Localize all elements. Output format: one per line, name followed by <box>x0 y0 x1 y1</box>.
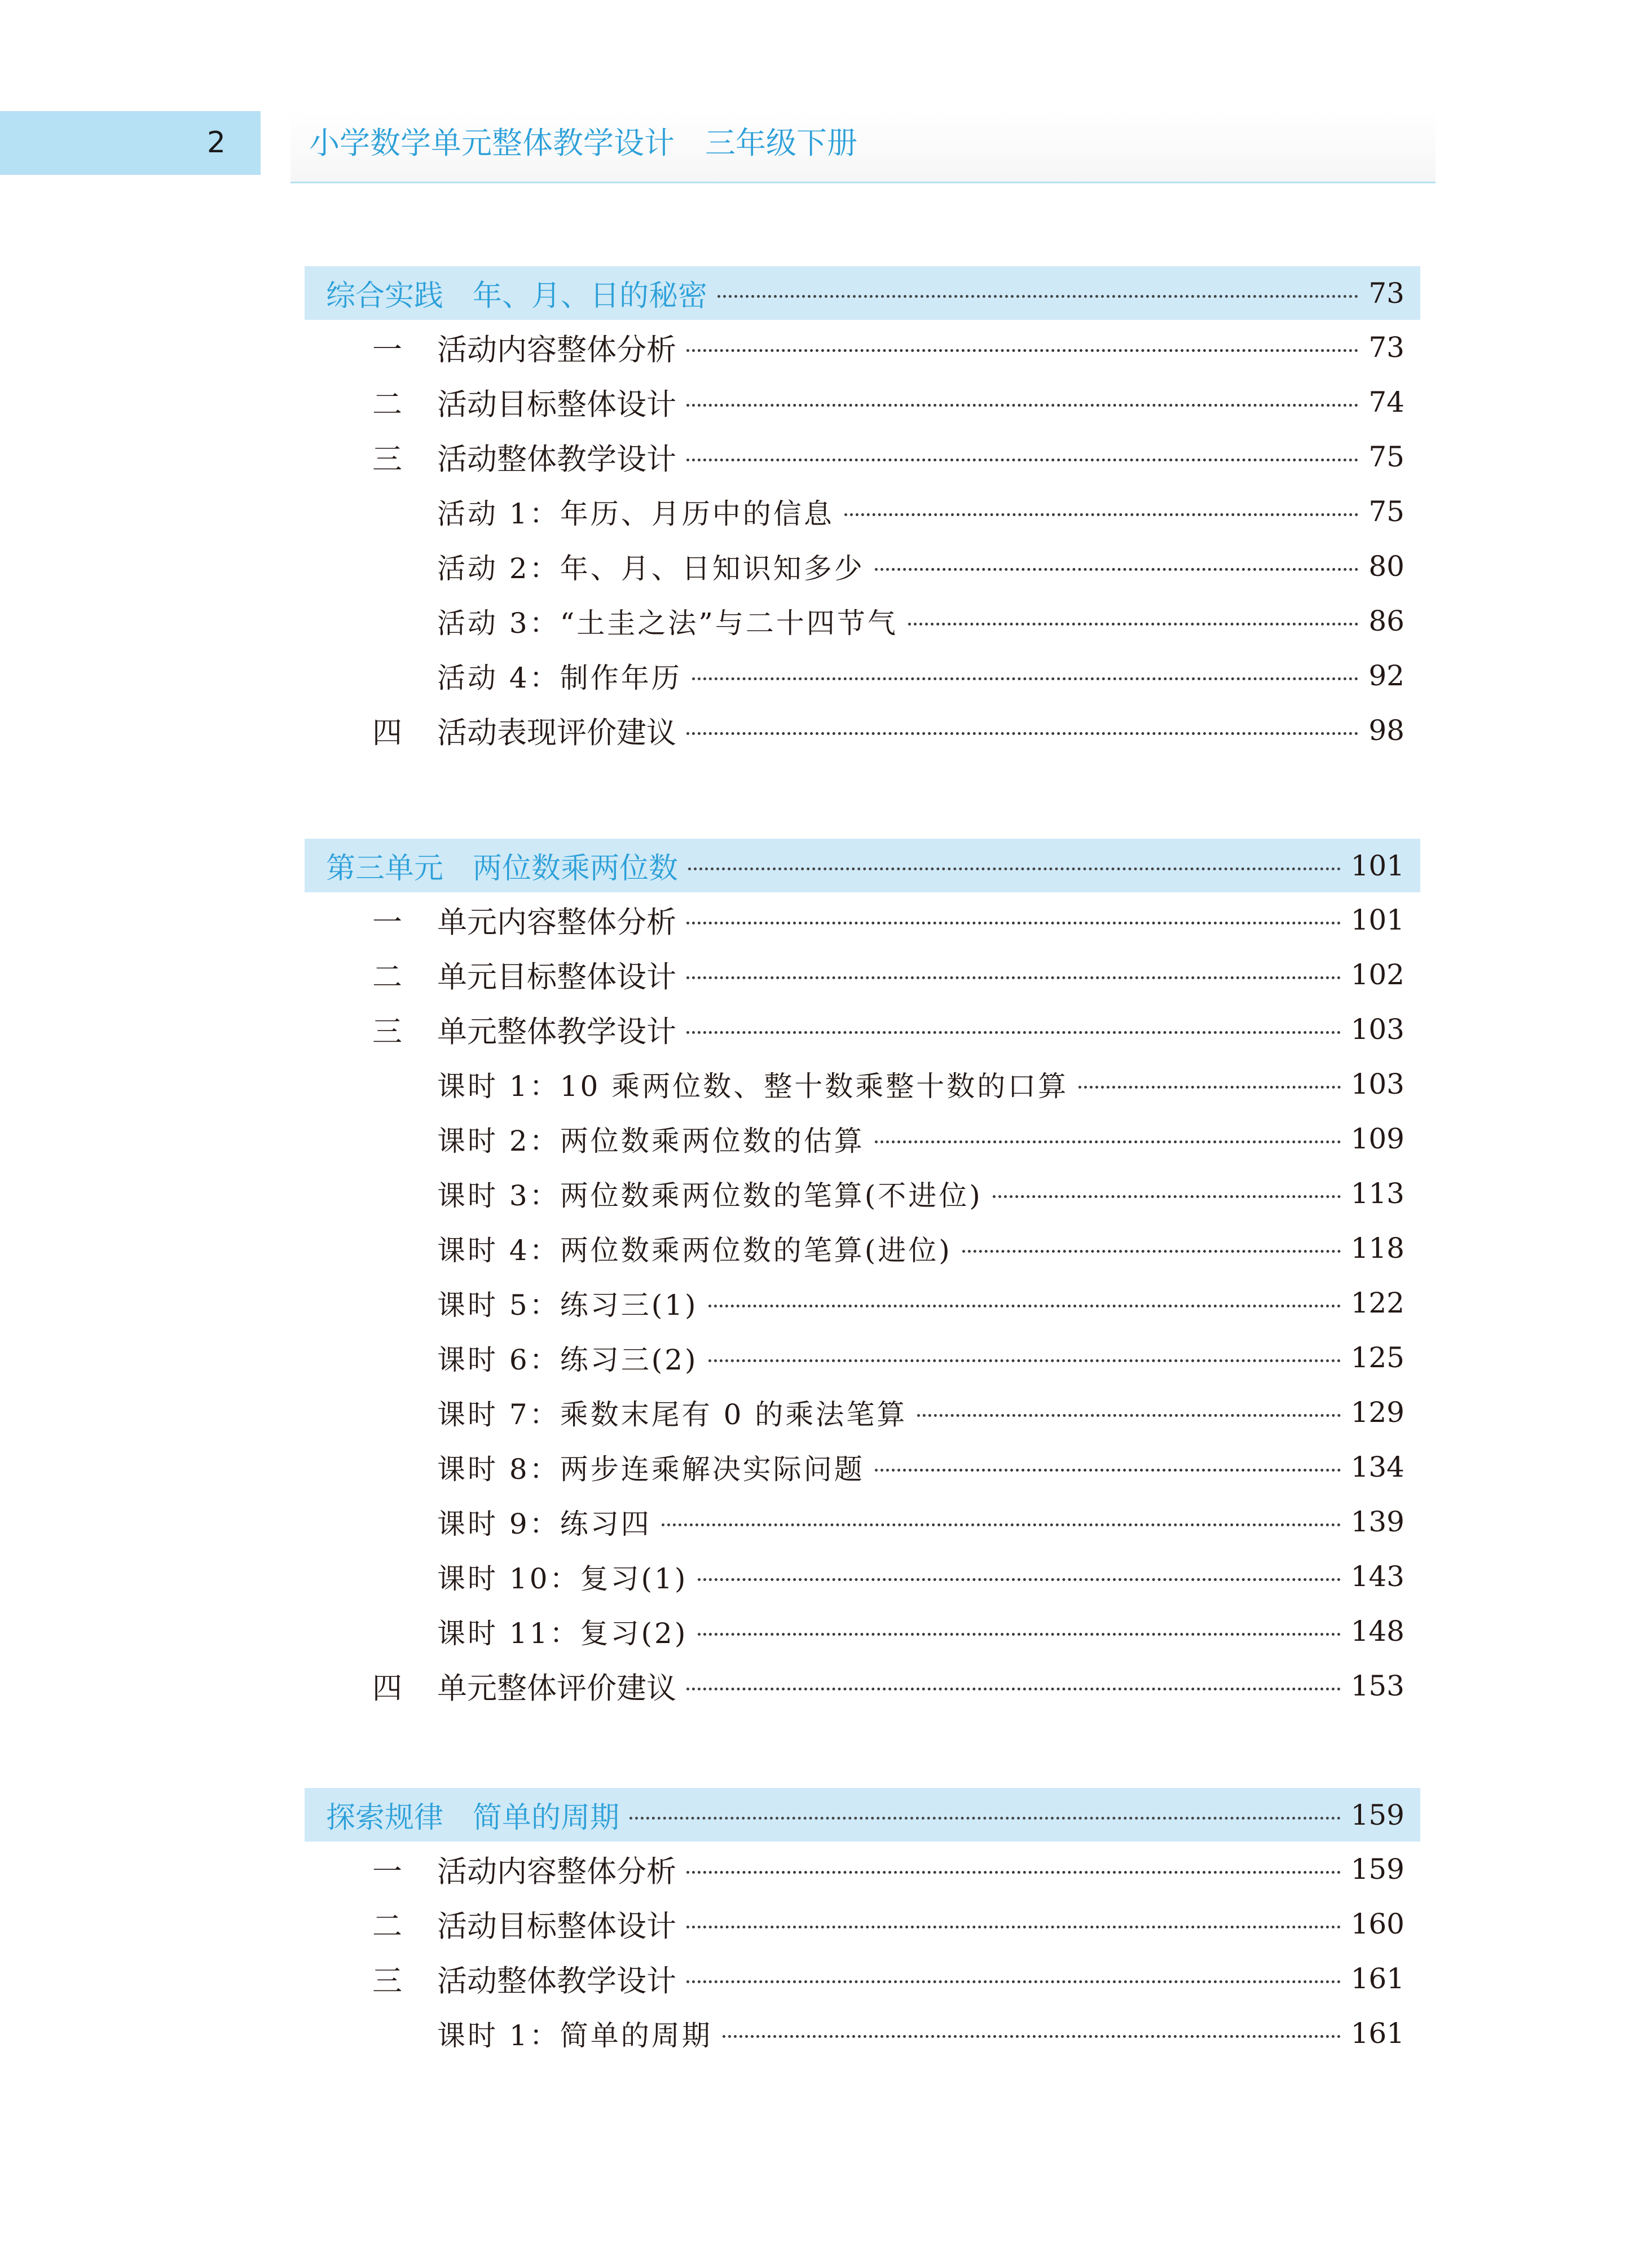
dot-leader <box>993 1195 1341 1198</box>
toc-subentry <box>437 1276 1405 1329</box>
dot-leader <box>717 295 1358 298</box>
toc-entry-title: 活动内容整体分析 <box>437 1854 676 1889</box>
toc-entry-title: 课时 1：10 乘两位数、整十数乘整十数的口算 <box>437 1069 1069 1103</box>
dot-leader <box>686 459 1358 461</box>
toc-entry-number: 四 <box>372 1671 402 1706</box>
toc-entry-title: 活动 2：年、月、日知识知多少 <box>437 552 865 585</box>
toc-entry-title: 活动目标整体设计 <box>437 1909 676 1944</box>
toc-page-number: 75 <box>1368 495 1405 528</box>
toc-entry <box>372 893 1405 946</box>
toc-entry-title: 活动整体教学设计 <box>437 442 676 477</box>
toc-page-number: 113 <box>1350 1177 1405 1210</box>
toc-subentry <box>437 1221 1405 1275</box>
toc-page-number: 75 <box>1368 440 1405 473</box>
dot-leader <box>908 623 1359 626</box>
toc-subentry <box>437 1604 1405 1658</box>
toc-entry-title: 单元内容整体分析 <box>437 905 676 940</box>
toc-page-number: 159 <box>1350 1798 1405 1831</box>
toc-entry-number: 三 <box>372 442 402 477</box>
dot-leader <box>629 1817 1341 1820</box>
toc-page-number: 139 <box>1350 1505 1405 1538</box>
dot-leader <box>688 867 1341 870</box>
dot-leader <box>686 976 1341 979</box>
dot-leader <box>917 1414 1340 1417</box>
toc-subentry <box>437 1057 1405 1111</box>
toc-page-number: 73 <box>1368 276 1405 310</box>
toc-page-number: 159 <box>1350 1852 1405 1886</box>
dot-leader <box>686 732 1358 735</box>
toc-page-number: 101 <box>1350 903 1405 936</box>
dot-leader <box>686 922 1341 924</box>
toc-page-number: 109 <box>1350 1122 1405 1155</box>
book-title: 小学数学单元整体教学设计 三年级下册 <box>309 125 857 161</box>
dot-leader <box>692 677 1359 680</box>
toc-subentry <box>437 1440 1405 1494</box>
toc-entry-title: 课时 2：两位数乘两位数的估算 <box>437 1124 865 1157</box>
toc-page-number: 101 <box>1350 849 1405 882</box>
toc-subentry <box>437 1549 1405 1603</box>
toc-subentry <box>437 1112 1405 1165</box>
toc-section-title: 探索规律 简单的周期 <box>326 1801 620 1835</box>
toc-entry-title: 课时 11：复习(2) <box>437 1617 688 1650</box>
toc-page-number: 103 <box>1350 1067 1405 1100</box>
toc-entry <box>372 430 1405 483</box>
toc-entry <box>372 1952 1405 2005</box>
toc-entry-title: 课时 5：练习三(1) <box>437 1288 698 1322</box>
toc-entry-title: 活动内容整体分析 <box>437 332 676 367</box>
toc-entry-title: 课时 8：两步连乘解决实际问题 <box>437 1452 865 1486</box>
toc-subentry <box>437 1331 1405 1384</box>
dot-leader <box>723 2035 1341 2038</box>
toc-page-number: 80 <box>1368 549 1405 583</box>
toc-page-number: 86 <box>1368 604 1405 637</box>
dot-leader <box>698 1633 1340 1636</box>
toc-entry-title: 单元目标整体设计 <box>437 959 676 994</box>
dot-leader <box>708 1359 1341 1362</box>
toc-entry <box>372 948 1405 1001</box>
toc-page-number: 143 <box>1350 1560 1405 1593</box>
toc-section-header <box>305 839 1420 892</box>
dot-leader <box>844 513 1359 516</box>
dot-leader <box>686 1871 1341 1874</box>
toc-entry <box>372 320 1405 374</box>
toc-subentry <box>437 594 1405 648</box>
toc-entry-title: 活动目标整体设计 <box>437 387 676 422</box>
toc-entry-title: 课时 7：乘数末尾有 0 的乘法笔算 <box>437 1398 908 1431</box>
toc-page-number: 118 <box>1350 1231 1405 1265</box>
toc-entry-title: 课时 6：练习三(2) <box>437 1343 698 1376</box>
dot-leader <box>875 1140 1341 1143</box>
toc-entry-number: 三 <box>372 1963 402 1998</box>
toc-subentry <box>437 539 1405 593</box>
toc-page-number: 98 <box>1368 714 1405 747</box>
dot-leader <box>686 1980 1341 1983</box>
toc-entry-title: 课时 1：简单的周期 <box>437 2019 712 2052</box>
toc-entry-number: 一 <box>372 1854 402 1889</box>
dot-leader <box>686 404 1358 407</box>
toc-entry-title: 活动 4：制作年历 <box>437 661 682 694</box>
toc-entry-number: 二 <box>372 959 402 994</box>
dot-leader <box>686 1031 1341 1034</box>
toc-section-title: 第三单元 两位数乘两位数 <box>326 852 679 886</box>
toc-page-number: 148 <box>1350 1614 1405 1648</box>
dot-leader <box>686 349 1358 352</box>
dot-leader <box>686 1926 1341 1928</box>
toc-entry <box>372 375 1405 429</box>
toc-page-number: 129 <box>1350 1395 1405 1429</box>
toc-page-number: 153 <box>1350 1669 1405 1702</box>
toc-entry-title: 活动表现评价建议 <box>437 715 676 750</box>
toc-page-number: 161 <box>1350 1962 1405 1995</box>
dot-leader <box>698 1578 1340 1581</box>
toc-section-header <box>305 1788 1420 1842</box>
toc-entry-title: 单元整体教学设计 <box>437 1014 676 1049</box>
toc-page-number: 73 <box>1368 331 1405 364</box>
toc-subentry <box>437 2006 1405 2060</box>
toc-entry-title: 单元整体评价建议 <box>437 1671 676 1706</box>
page-number: 2 <box>206 126 226 160</box>
toc-subentry <box>437 485 1405 538</box>
toc-entry-number: 四 <box>372 715 402 750</box>
toc-entry-title: 活动整体教学设计 <box>437 1963 676 1998</box>
dot-leader <box>686 1688 1341 1690</box>
toc-entry <box>372 1842 1405 1896</box>
toc-section-title: 综合实践 年、月、日的秘密 <box>326 279 708 313</box>
toc-entry-title: 课时 9：练习四 <box>437 1507 651 1540</box>
toc-page-number: 160 <box>1350 1907 1405 1940</box>
toc-entry <box>372 1659 1405 1712</box>
dot-leader <box>1078 1086 1340 1089</box>
toc-subentry <box>437 649 1405 702</box>
toc-page-number: 122 <box>1350 1286 1405 1319</box>
toc-page-number: 102 <box>1350 958 1405 991</box>
toc-page-number: 161 <box>1350 2016 1405 2050</box>
toc-entry-title: 活动 3：“土圭之法”与二十四节气 <box>437 606 898 640</box>
toc-entry-title: 课时 3：两位数乘两位数的笔算(不进位) <box>437 1179 983 1212</box>
toc-subentry <box>437 1385 1405 1439</box>
toc-page-number: 134 <box>1350 1450 1405 1483</box>
dot-leader <box>708 1305 1341 1307</box>
toc-entry-number: 一 <box>372 332 402 367</box>
toc-page-number: 125 <box>1350 1341 1405 1374</box>
toc-entry-number: 二 <box>372 387 402 422</box>
toc-section-header <box>305 266 1420 320</box>
toc-subentry <box>437 1495 1405 1548</box>
toc-entry-title: 课时 10：复习(1) <box>437 1562 688 1595</box>
toc-entry-number: 二 <box>372 1909 402 1944</box>
toc-page-number: 92 <box>1368 659 1405 692</box>
toc-entry <box>372 1002 1405 1056</box>
dot-leader <box>662 1523 1341 1526</box>
toc-page-number: 103 <box>1350 1012 1405 1046</box>
toc-entry-number: 一 <box>372 905 402 940</box>
toc-page-number: 74 <box>1368 385 1405 419</box>
dot-leader <box>875 1469 1341 1472</box>
dot-leader <box>962 1250 1341 1253</box>
toc-entry-title: 活动 1：年历、月历中的信息 <box>437 497 834 530</box>
toc-entry <box>372 703 1405 757</box>
dot-leader <box>875 568 1359 571</box>
toc-subentry <box>437 1166 1405 1220</box>
toc-entry <box>372 1897 1405 1950</box>
page-number-tab <box>0 111 261 175</box>
toc-entry-number: 三 <box>372 1014 402 1049</box>
toc-entry-title: 课时 4：两位数乘两位数的笔算(进位) <box>437 1234 952 1267</box>
